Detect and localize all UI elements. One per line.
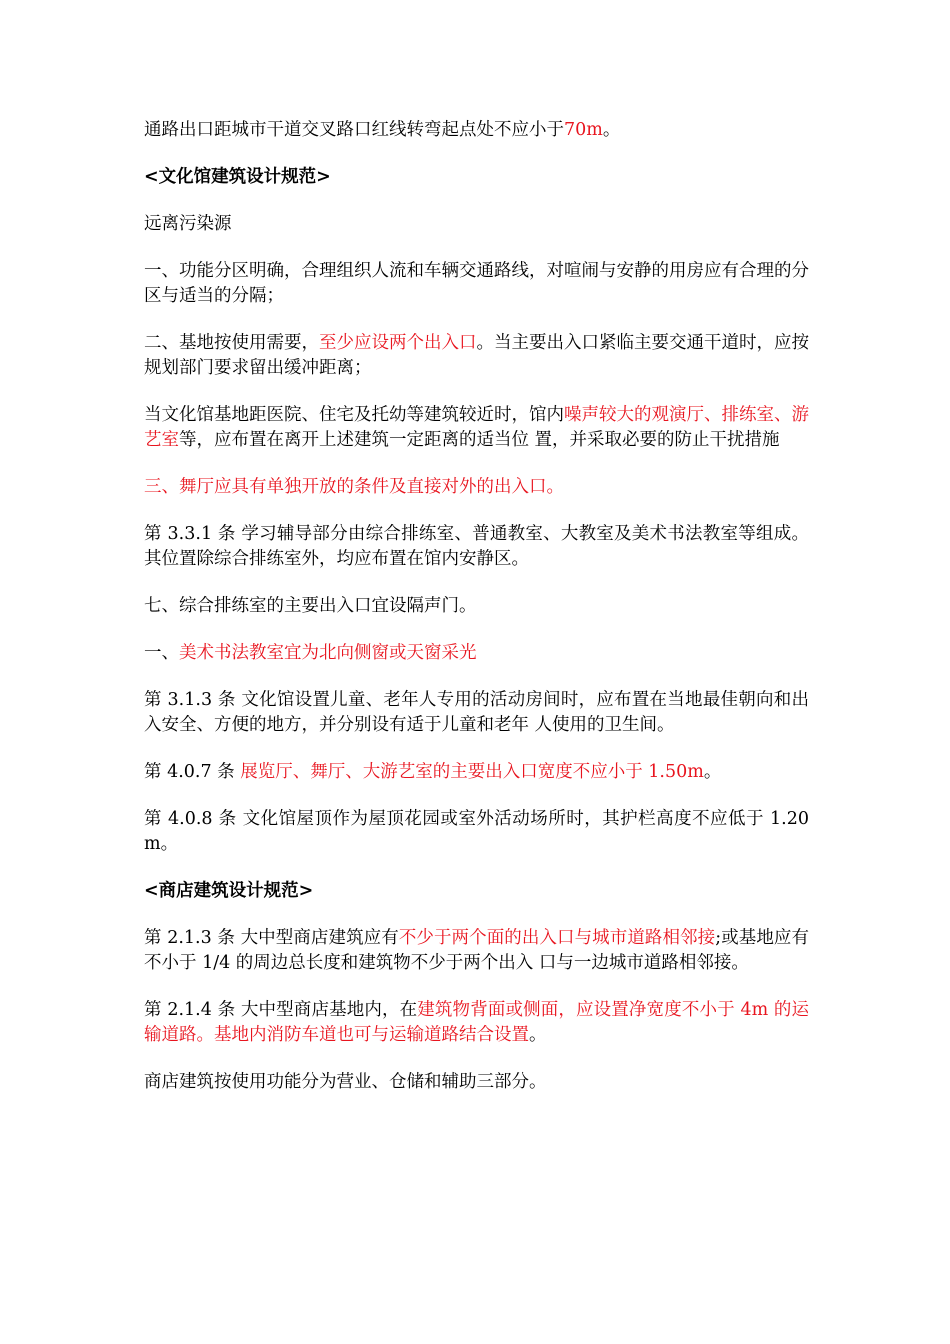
- text-run: 当文化馆基地距医院、住宅及托幼等建筑较近时，馆内: [144, 405, 564, 425]
- paragraph: [144, 475, 809, 500]
- highlighted-text: 至少应设两个出入口: [319, 333, 477, 353]
- text-run: 一、功能分区明确，合理组织人流和车辆交通路线，对喧闹与安静的用房应有合理的分区与适当的分隔；: [144, 261, 809, 306]
- text-run: 等，应布置在离开上述建筑一定距离的适当位 置，并采取必要的防止干扰措施: [179, 430, 780, 450]
- text-run: <文化馆建筑设计规范>: [144, 167, 331, 187]
- section-heading: [144, 879, 809, 904]
- text-run: 。当主要出入口紧临主要交通干道时，应按规划部门要求留出缓冲距离；: [144, 333, 809, 378]
- highlighted-text: 三、舞厅应具有单独开放的条件及直接对外的出入口。: [144, 477, 564, 497]
- paragraph: [144, 998, 809, 1048]
- text-run: 第 4.0.8 条 文化馆屋顶作为屋顶花园或室外活动场所时，其护栏高度不应低于 1.20m。: [144, 809, 809, 854]
- text-run: 。: [529, 1025, 547, 1045]
- text-run: 第 4.0.7 条: [144, 762, 241, 782]
- paragraph: [144, 331, 809, 381]
- text-run: 七、综合排练室的主要出入口宜设隔声门。: [144, 596, 477, 616]
- paragraph: [144, 760, 809, 785]
- text-run: 第 3.1.3 条 文化馆设置儿童、老年人专用的活动房间时，应布置在当地最佳朝向和出入安全、方便的地方，并分别设有适于儿童和老年 人使用的卫生间。: [144, 690, 809, 735]
- text-run: 第 3.3.1 条 学习辅导部分由综合排练室、普通教室、大教室及美术书法教室等组成。其位置除综合排练室外，均应布置在馆内安静区。: [144, 524, 809, 569]
- text-run: 商店建筑按使用功能分为营业、仓储和辅助三部分。: [144, 1072, 547, 1092]
- text-run: ;或基地应有不小于 1/4 的周边总长度和建筑物不少于两个出入 口与一边城市道路相邻接。: [144, 928, 810, 973]
- text-run: 二、基地按使用需要，: [144, 333, 319, 353]
- highlighted-text: 展览厅、舞厅、大游艺室的主要出入口宽度不应小于 1.50m: [240, 762, 704, 782]
- highlighted-text: 建筑物背面或侧面，应设置净宽度不小于 4m 的运输道路。基地内消防车道也可与运输道路结合设置: [144, 1000, 810, 1045]
- text-run: 一、: [144, 643, 179, 663]
- highlighted-text: 不少于两个面的出入口与城市道路相邻接: [398, 928, 716, 948]
- paragraph: [144, 1070, 809, 1095]
- text-run: 第 2.1.3 条 大中型商店建筑应有: [144, 928, 399, 948]
- paragraph: [144, 259, 809, 309]
- highlighted-text: 70m: [564, 120, 603, 140]
- text-run: <商店建筑设计规范>: [144, 881, 314, 901]
- highlighted-text: 噪声较大的观演厅、排练室、游艺室: [144, 405, 809, 450]
- text-run: 第 2.1.4 条 大中型商店基地内，在: [144, 1000, 418, 1020]
- paragraph: [144, 594, 809, 619]
- paragraph: [144, 688, 809, 738]
- paragraph: [144, 118, 809, 143]
- highlighted-text: 美术书法教室宜为北向侧窗或天窗采光: [179, 643, 477, 663]
- paragraph: [144, 807, 809, 857]
- paragraph: [144, 926, 809, 976]
- paragraph: [144, 212, 809, 237]
- text-run: 。: [703, 762, 722, 782]
- paragraph: [144, 522, 809, 572]
- text-run: 。: [602, 120, 621, 140]
- text-run: 远离污染源: [144, 214, 232, 234]
- paragraph: [144, 403, 809, 453]
- text-run: 通路出口距城市干道交叉路口红线转弯起点处不应小于: [144, 120, 564, 140]
- document-body: [144, 118, 809, 1117]
- section-heading: [144, 165, 809, 190]
- paragraph: [144, 641, 809, 666]
